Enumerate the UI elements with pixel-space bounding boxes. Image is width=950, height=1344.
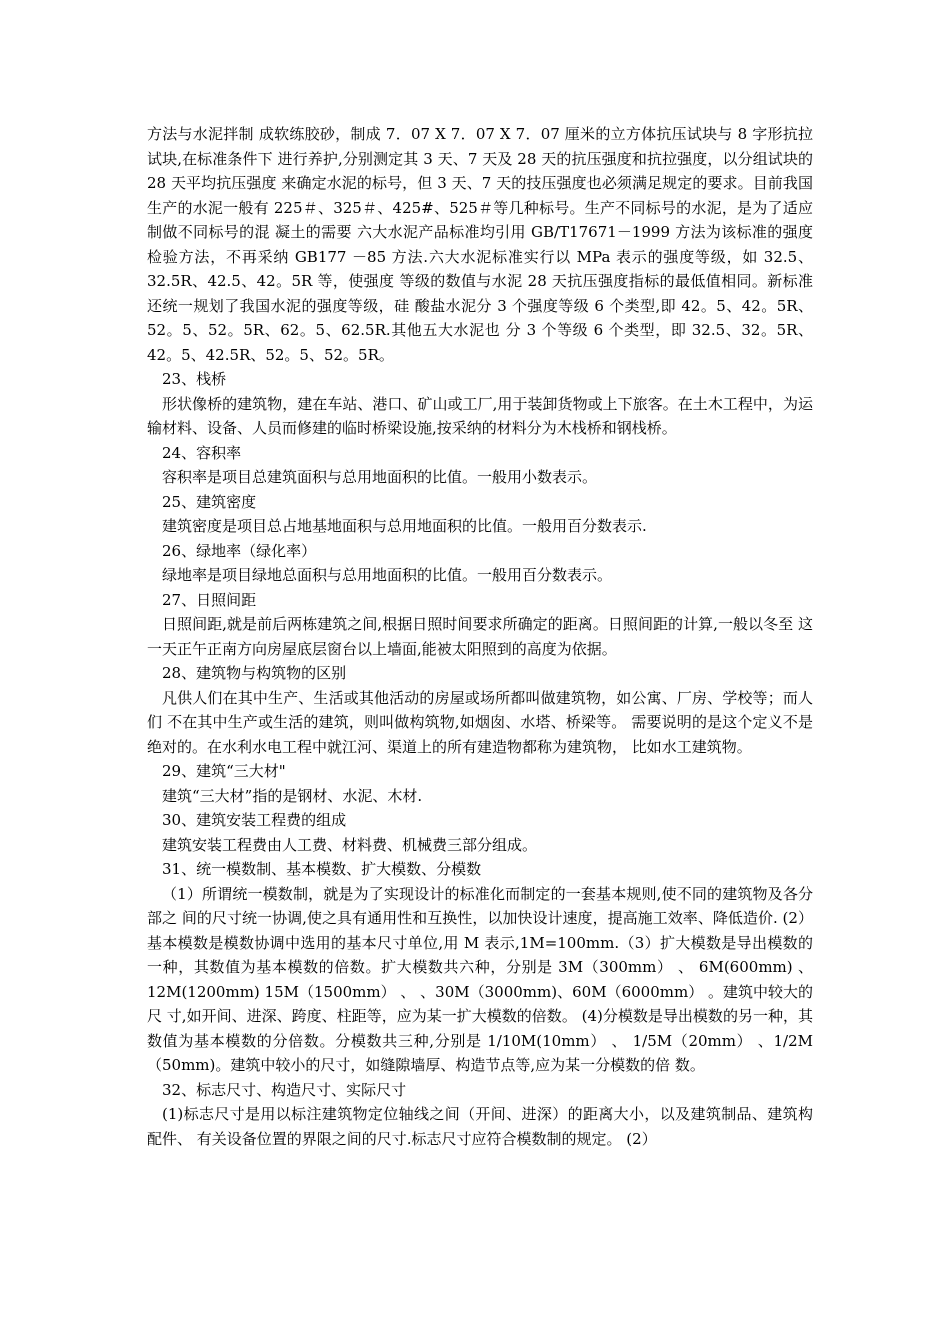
paragraph-installation-cost: 建筑安装工程费由人工费、材料费、机械费三部分组成。 [162,835,538,854]
heading-23-trestle: 23、栈桥 [162,370,227,388]
heading-29-three-materials: 29、建筑“三大材" [162,762,286,780]
paragraph-buildings-vs-structures: 凡供人们在其中生产、生活或其他活动的房屋或场所都叫做建筑物，如公寓、厂房、学校等；而人们 不在其中生产或生活的建筑，则叫做构筑物,如烟囱、水塔、桥梁等。 需要说明的是这个定义不是绝对的。在水利水电工程中就江河、渠道上的所有建造物都称为建筑物， 比如水工建筑物。 [147,688,813,756]
paragraph-cement-standards: 方法与水泥拌制 成软练胶砂，制成 7．07 X 7．07 X 7．07 厘米的立方体抗压试块与 8 字形抗拉试块,在标准条件下 进行养护,分别测定其 3 天、7 天及 28 天的抗压强度和抗拉强度，以分组试块的 28 天平均抗压强度 来确定水泥的标号，但 3 天、7 天的技压强度也必须满足规定的要求。目前我国生产的水泥一般有 225＃、325＃、425#、525＃等几种标号。生产不同标号的水泥，是为了适应制做不同标号的混 凝土的需要 六大水泥产品标准均引用 GB/T17671－1999 方法为该标准的强度检验方法，不再采纳 GB177 －85 方法.六大水泥标准实行以 MPa 表示的强度等级，如 32.5、32.5R、42.5、42。5R 等，使强度 等级的数值与水泥 28 天抗压强度指标的最低值相同。新标准还统一规划了我国水泥的强度等级，硅 酸盐水泥分 3 个强度等级 6 个类型,即 42。5、42。5R、52。5、52。5R、62。5、62.5R.其他五大水泥也 分 3 个等级 6 个类型，即 32.5、32。5R、42。5、42.5R、52。5、52。5R。 [147,125,813,364]
paragraph-trestle: 形状像桥的建筑物，建在车站、港口、矿山或工厂,用于装卸货物或上下旅客。在土木工程中，为运输材料、设备、人员而修建的临时桥梁设施,按采纳的材料分为木栈桥和钢栈桥。 [147,394,813,437]
heading-27-sunlight-spacing: 27、日照间距 [162,590,257,609]
paragraph-sunlight-spacing: 日照间距,就是前后两栋建筑之间,根据日照时间要求所确定的距离。日照间距的计算,一般以冬至 这一天正午正南方向房屋底层窗台以上墙面,能被太阳照到的高度为依据。 [147,615,813,658]
heading-32-dimensions: 32、标志尺寸、构造尺寸、实际尺寸 [162,1080,407,1099]
document-body [147,122,813,1151]
heading-28-buildings-vs-structures: 28、建筑物与构筑物的区别 [162,664,347,682]
paragraph-modulus-system: （1）所谓统一模数制，就是为了实现设计的标准化而制定的一套基本规则,使不同的建筑物及各分部之 间的尺寸统一协调,使之具有通用性和互换性，以加快设计速度，提高施工效率、降低造价. (2）基本模数是模数协调中选用的基本尺寸单位,用 M 表示,1M=100mm.（3）扩大模数是导出模数的一种，其数值为基本模数的倍数。扩大模数共六种，分别是 3M（300mm） 、 6M(600mm) 、12M(1200mm) 15M（1500mm） 、 、30M（3000mm)、60M（6000mm） 。建筑中较大的尺 寸,如开间、进深、跨度、柱距等，应为某一扩大模数的倍数。 (4)分模数是导出模数的另一种，其数值为基本模数的分倍数。分模数共三种,分别是 1/10M(10mm） 、 1/5M（20mm） 、1/2M （50mm)。建筑中较小的尺寸，如缝隙墙厚、构造节点等,应为某一分模数的倍 数。 [147,884,813,1074]
paragraph-dimensions: (1)标志尺寸是用以标注建筑物定位轴线之间（开间、进深）的距离大小，以及建筑制品、建筑构配件、 有关设备位置的界限之间的尺寸.标志尺寸应符合模数制的规定。 (2） [147,1105,813,1148]
heading-24-plot-ratio: 24、容积率 [162,443,242,462]
heading-30-installation-cost: 30、建筑安装工程费的组成 [162,811,347,829]
paragraph-three-materials: 建筑“三大材”指的是钢材、水泥、木材. [162,786,423,805]
paragraph-green-ratio: 绿地率是项目绿地总面积与总用地面积的比值。一般用百分数表示。 [162,566,613,584]
heading-25-building-density: 25、建筑密度 [162,492,257,511]
paragraph-building-density: 建筑密度是项目总占地基地面积与总用地面积的比值。一般用百分数表示. [162,517,647,535]
paragraph-plot-ratio: 容积率是项目总建筑面积与总用地面积的比值。一般用小数表示。 [162,468,598,486]
heading-31-modulus-system: 31、统一模数制、基本模数、扩大模数、分模数 [162,860,482,878]
heading-26-green-ratio: 26、绿地率（绿化率） [162,541,317,560]
